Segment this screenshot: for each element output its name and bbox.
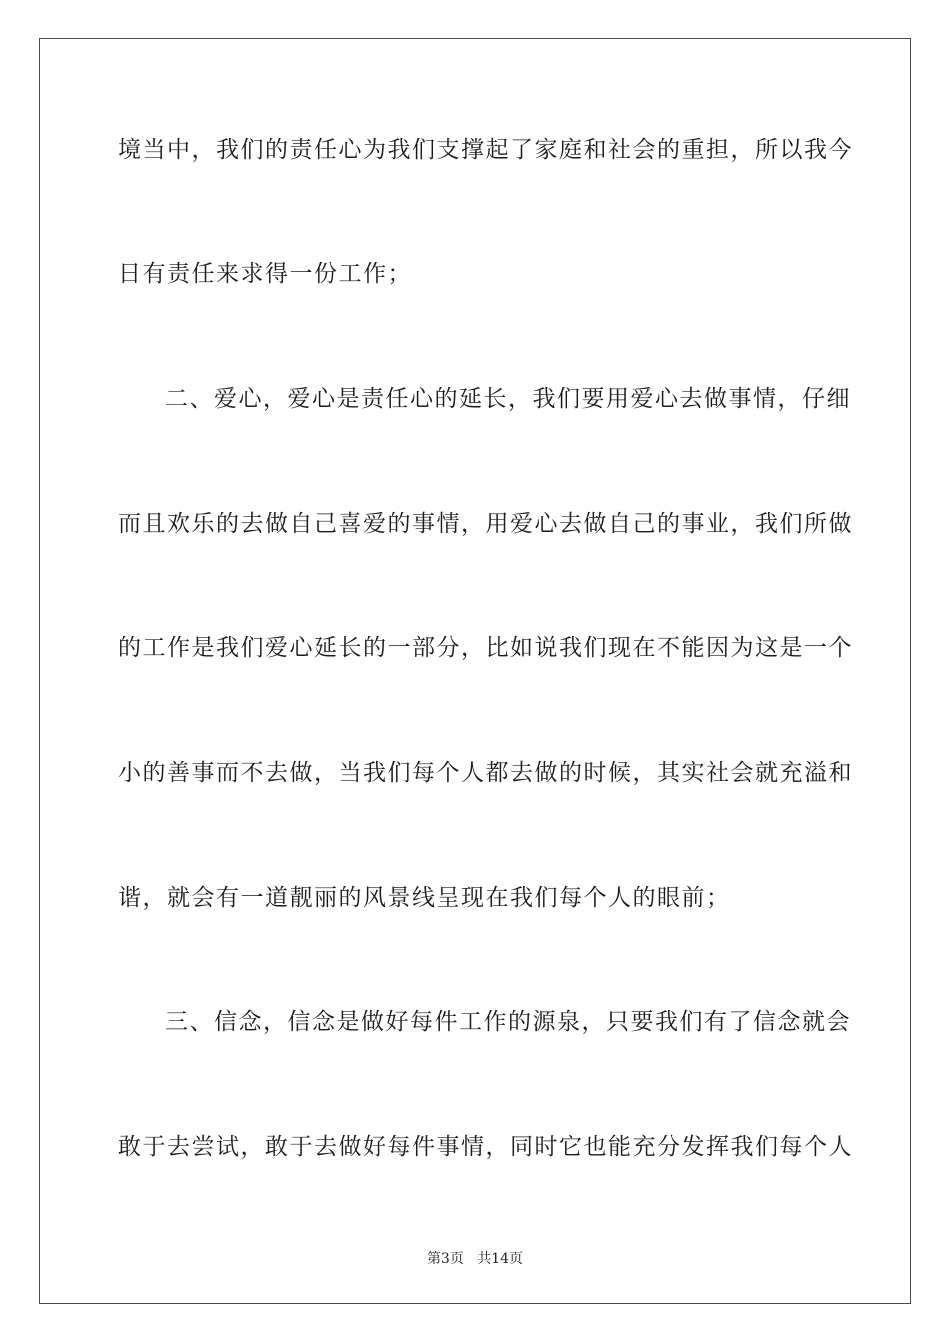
paragraph-line: 日有责任来求得一份工作； <box>118 261 412 287</box>
page-border <box>39 38 911 1304</box>
page-footer <box>0 1248 950 1268</box>
current-page-label: 第3页 <box>426 1251 464 1267</box>
paragraph-line: 而且欢乐的去做自己喜爱的事情，用爱心去做自己的事业，我们所做 <box>118 511 853 537</box>
total-pages-label: 共14页 <box>477 1251 524 1267</box>
paragraph-line: 小的善事而不去做，当我们每个人都去做的时候，其实社会就充溢和 <box>118 760 853 786</box>
paragraph-line: 境当中，我们的责任心为我们支撑起了家庭和社会的重担，所以我今 <box>118 137 853 163</box>
paragraph-line: 二、爱心，爱心是责任心的延长，我们要用爱心去做事情，仔细 <box>165 386 851 412</box>
paragraph-line: 三、信念，信念是做好每件工作的源泉，只要我们有了信念就会 <box>165 1009 851 1035</box>
paragraph-line: 敢于去尝试，敢于去做好每件事情，同时它也能充分发挥我们每个人 <box>118 1134 853 1160</box>
paragraph-line: 谐，就会有一道靓丽的风景线呈现在我们每个人的眼前； <box>118 885 731 911</box>
paragraph-line: 的工作是我们爱心延长的一部分，比如说我们现在不能因为这是一个 <box>118 635 853 661</box>
